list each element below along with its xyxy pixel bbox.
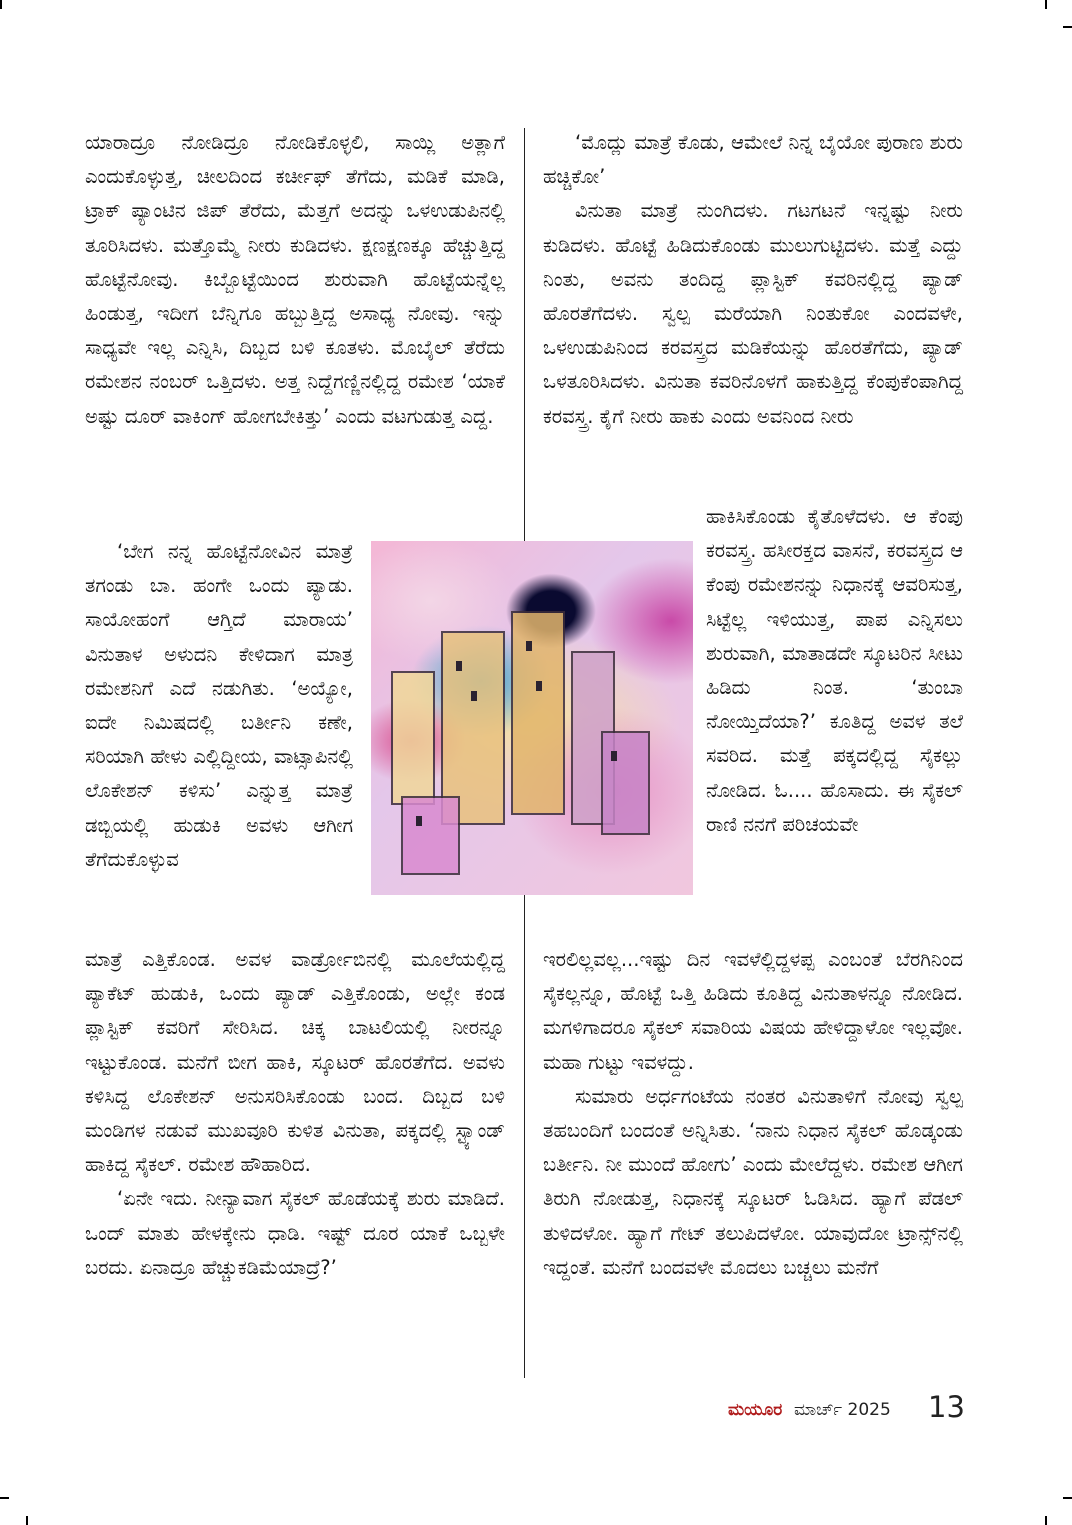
crop-mark-right-top <box>1063 26 1072 28</box>
paragraph: ಮಾತ್ರೆ ಎತ್ತಿಕೊಂಡ. ಅವಳ ವಾರ್ಡ್ರೋಬಿನಲ್ಲಿ ಮೂಲೆಯಲ್ಲಿದ್ದ ಪ್ಯಾಕೆಟ್ ಹುಡುಕಿ, ಒಂದು ಪ್ಯಾಡ್ ಎತ್ತಿಕೊಂಡು, ಅಲ್ಲೇ ಕಂಡ ಪ್ಲಾಸ್ಟಿಕ್ ಕವರಿಗೆ ಸೇರಿಸಿದ. ಚಿಕ್ಕ ಬಾಟಲಿಯಲ್ಲಿ ನೀರನ್ನೂ ಇಟ್ಟುಕೊಂಡ. ಮನೆಗೆ ಬೀಗ ಹಾಕಿ, ಸ್ಕೂಟರ್ ಹೊರತೆಗೆದ. ಅವಳು ಕಳಿಸಿದ್ದ ಲೊಕೇಶನ್ ಅನುಸರಿಸಿಕೊಂಡು ಬಂದ. ದಿಬ್ಬದ ಬಳಿ ಮಂಡಿಗಳ ನಡುವೆ ಮುಖವೂರಿ ಕುಳಿತ ವಿನುತಾ, ಪಕ್ಕದಲ್ಲಿ ಸ್ಟ್ಯಾಂಡ್ ಹಾಕಿದ್ದ ಸೈಕಲ್. ರಮೇಶ ಹೌಹಾರಿದ. <box>85 948 505 1177</box>
issue-date: ಮಾರ್ಚ್ 2025 <box>794 1400 891 1420</box>
window-mark <box>536 681 542 691</box>
building-shape <box>401 796 460 875</box>
left-column-top <box>85 126 505 434</box>
building-shape <box>601 731 650 835</box>
magazine-logo: ಮಯೂರ <box>728 1400 783 1420</box>
crop-mark-bottom-left <box>26 1516 28 1525</box>
right-column-narrow: ಹಾಕಿಸಿಕೊಂಡು ಕೈತೊಳೆದಳು. ಆ ಕೆಂಪು ಕರವಸ್ತ್ರ. ಹಸೀರಕ್ತದ ವಾಸನೆ, ಕರವಸ್ತ್ರದ ಆ ಕೆಂಪು ರಮೇಶನನ್ನು ನಿಧಾನಕ್ಕೆ ಆವರಿಸುತ್ತ, ಸಿಟ್ಟೆಲ್ಲ ಇಳಿಯುತ್ತ, ಪಾಪ ಎನ್ನಿಸಲು ಶುರುವಾಗಿ, ಮಾತಾಡದೇ ಸ್ಕೂಟರಿನ ಸೀಟು ಹಿಡಿದು ನಿಂತ. ‘ತುಂಬಾ ನೋಯ್ತಿದೆಯಾ?’ ಕೂತಿದ್ದ ಅವಳ ತಲೆ ಸವರಿದ. ಮತ್ತೆ ಪಕ್ಕದಲ್ಲಿದ್ದ ಸೈಕಲ್ಲು ನೋಡಿದ. ಓ.... ಹೊಸಾದು. ಈ ಸೈಕಲ್ ರಾಣಿ ನನಗೆ ಪರಿಚಯವೇ <box>706 505 963 836</box>
window-mark <box>526 641 532 651</box>
crop-mark-top-right <box>1045 0 1047 9</box>
window-mark <box>611 751 617 761</box>
window-mark <box>416 816 422 826</box>
crop-mark-right-bottom <box>1063 1497 1072 1499</box>
window-mark <box>471 691 477 701</box>
page-number: 13 <box>928 1390 965 1424</box>
building-shape <box>391 671 435 805</box>
story-illustration <box>371 541 693 895</box>
crop-mark-bottom-right <box>1045 1516 1047 1525</box>
left-column-narrow: ‘ಬೇಗ ನನ್ನ ಹೊಟ್ಟೆನೋವಿನ ಮಾತ್ರೆ ತಗಂಡು ಬಾ. ಹಂಗೇ ಒಂದು ಪ್ಯಾಡು. ಸಾಯೋಹಂಗೆ ಆಗ್ತಿದೆ ಮಾರಾಯ’ ವಿನುತಾಳ ಅಳುದನಿ ಕೇಳಿದಾಗ ಮಾತ್ರ ರಮೇಶನಿಗೆ ಎದೆ ನಡುಗಿತು. ‘ಅಯ್ಯೋ, ಐದೇ ನಿಮಿಷದಲ್ಲಿ ಬರ್ತೀನಿ ಕಣೇ, ಸರಿಯಾಗಿ ಹೇಳು ಎಲ್ಲಿದ್ದೀಯ, ವಾಟ್ಸಾಪಿನಲ್ಲಿ ಲೊಕೇಶನ್ ಕಳಿಸು’ ಎನ್ನುತ್ತ ಮಾತ್ರೆ ಡಬ್ಬಿಯಲ್ಲಿ ಹುಡುಕಿ ಅವಳು ಆಗೀಗ ತೆಗೆದುಕೊಳ್ಳುವ <box>85 540 353 871</box>
crop-mark-top-left <box>0 0 2 9</box>
right-column-bottom <box>543 943 963 1285</box>
left-column-bottom <box>85 943 505 1285</box>
right-column-top <box>543 126 963 434</box>
paragraph: ಯಾರಾದ್ರೂ ನೋಡಿದ್ರೂ ನೋಡಿಕೊಳ್ಳಲಿ, ಸಾಯ್ಲಿ ಅತ್ಲಾಗೆ ಎಂದುಕೊಳ್ಳುತ್ತ, ಚೀಲದಿಂದ ಕರ್ಚೀಫ್ ತೆಗೆದು, ಮಡಿಕೆ ಮಾಡಿ, ಟ್ರಾಕ್ ಪ್ಯಾಂಟಿನ ಜಿಪ್ ತೆರೆದು, ಮೆತ್ತಗೆ ಅದನ್ನು ಒಳಉಡುಪಿನಲ್ಲಿ ತೂರಿಸಿದಳು. ಮತ್ತೊಮ್ಮೆ ನೀರು ಕುಡಿದಳು. ಕ್ಷಣಕ್ಷಣಕ್ಕೂ ಹೆಚ್ಚುತ್ತಿದ್ದ ಹೊಟ್ಟೆನೋವು. ಕಿಬ್ಬೊಟ್ಟೆಯಿಂದ ಶುರುವಾಗಿ ಹೊಟ್ಟೆಯನ್ನೆಲ್ಲ ಹಿಂಡುತ್ತ, ಇದೀಗ ಬೆನ್ನಿಗೂ ಹಬ್ಬುತ್ತಿದ್ದ ಅಸಾಧ್ಯ ನೋವು. ಇನ್ನು ಸಾಧ್ಯವೇ ಇಲ್ಲ ಎನ್ನಿಸಿ, ದಿಬ್ಬದ ಬಳಿ ಕೂತಳು. ಮೊಬೈಲ್ ತೆರೆದು ರಮೇಶನ ನಂಬರ್ ಒತ್ತಿದಳು. ಅತ್ತ ನಿದ್ದೆಗಣ್ಣಿನಲ್ಲಿದ್ದ ರಮೇಶ ‘ಯಾಕೆ ಅಷ್ಟು ದೂರ್ ವಾಕಿಂಗ್ ಹೋಗಬೇಕಿತ್ತು’ ಎಂದು ವಟಗುಡುತ್ತ ಎದ್ದ. <box>85 131 505 428</box>
paragraph: ‘ಮೊದ್ಲು ಮಾತ್ರೆ ಕೊಡು, ಆಮೇಲೆ ನಿನ್ನ ಬೈಯೋ ಪುರಾಣ ಶುರು ಹಚ್ಚಿಕೋ’ <box>543 131 963 189</box>
paragraph: ಇರಲಿಲ್ಲವಲ್ಲ...ಇಷ್ಟು ದಿನ ಇವಳೆಲ್ಲಿದ್ದಳಪ್ಪ ಎಂಬಂತೆ ಬೆರಗಿನಿಂದ ಸೈಕಲ್ಲನ್ನೂ, ಹೊಟ್ಟೆ ಒತ್ತಿ ಹಿಡಿದು ಕೂತಿದ್ದ ವಿನುತಾಳನ್ನೂ ನೋಡಿದ. ಮಗಳಿಗಾದರೂ ಸೈಕಲ್ ಸವಾರಿಯ ವಿಷಯ ಹೇಳಿದ್ದಾಳೋ ಇಲ್ಲವೋ. ಮಹಾ ಗುಟ್ಟು ಇವಳದ್ದು. <box>543 948 963 1074</box>
paragraph: ವಿನುತಾ ಮಾತ್ರೆ ನುಂಗಿದಳು. ಗಟಗಟನೆ ಇನ್ನಷ್ಟು ನೀರು ಕುಡಿದಳು. ಹೊಟ್ಟೆ ಹಿಡಿದುಕೊಂಡು ಮುಲುಗುಟ್ಟಿದಳು. ಮತ್ತೆ ಎದ್ದು ನಿಂತು, ಅವನು ತಂದಿದ್ದ ಪ್ಲಾಸ್ಟಿಕ್ ಕವರಿನಲ್ಲಿದ್ದ ಪ್ಯಾಡ್ ಹೊರತೆಗೆದಳು. ಸ್ವಲ್ಪ ಮರೆಯಾಗಿ ನಿಂತುಕೋ ಎಂದವಳೇ, ಒಳಉಡುಪಿನಿಂದ ಕರವಸ್ತ್ರದ ಮಡಿಕೆಯನ್ನು ಹೊರತೆಗೆದು, ಪ್ಯಾಡ್ ಒಳತೂರಿಸಿದಳು. ವಿನುತಾ ಕವರಿನೊಳಗೆ ಹಾಕುತ್ತಿದ್ದ ಕೆಂಪುಕೆಂಪಾಗಿದ್ದ ಕರವಸ್ತ್ರ. ಕೈಗೆ ನೀರು ಹಾಕು ಎಂದು ಅವನಿಂದ ನೀರು <box>543 199 963 428</box>
paragraph: ‘ಏನೇ ಇದು. ನೀನ್ಯಾವಾಗ ಸೈಕಲ್ ಹೊಡೆಯಕ್ಕೆ ಶುರು ಮಾಡಿದೆ. ಒಂದ್ ಮಾತು ಹೇಳಕ್ಕೇನು ಧಾಡಿ. ಇಷ್ಟ್ ದೂರ ಯಾಕೆ ಒಬ್ಬಳೇ ಬರದು. ಏನಾದ್ರೂ ಹೆಚ್ಚುಕಡಿಮೆಯಾದ್ರೆ?’ <box>85 1187 505 1279</box>
building-shape <box>511 611 565 815</box>
window-mark <box>456 661 462 671</box>
crop-mark-left-bottom <box>0 1497 9 1499</box>
paragraph: ಸುಮಾರು ಅರ್ಧಗಂಟೆಯ ನಂತರ ವಿನುತಾಳಿಗೆ ನೋವು ಸ್ವಲ್ಪ ತಹಬಂದಿಗೆ ಬಂದಂತೆ ಅನ್ನಿಸಿತು. ‘ನಾನು ನಿಧಾನ ಸೈಕಲ್ ಹೊಡ್ಕಂಡು ಬರ್ತೀನಿ. ನೀ ಮುಂದೆ ಹೋಗು’ ಎಂದು ಮೇಲೆದ್ದಳು. ರಮೇಶ ಆಗೀಗ ತಿರುಗಿ ನೋಡುತ್ತ, ನಿಧಾನಕ್ಕೆ ಸ್ಕೂಟರ್ ಓಡಿಸಿದ. ಹ್ಯಾಗೆ ಪೆಡಲ್ ತುಳಿದಳೋ. ಹ್ಯಾಗೆ ಗೇಟ್ ತಲುಪಿದಳೋ. ಯಾವುದೋ ಟ್ರಾನ್ಸ್‌ನಲ್ಲಿ ಇದ್ದಂತೆ. ಮನೆಗೆ ಬಂದವಳೇ ಮೊದಲು ಬಚ್ಚಲು ಮನೆಗೆ <box>543 1084 963 1279</box>
